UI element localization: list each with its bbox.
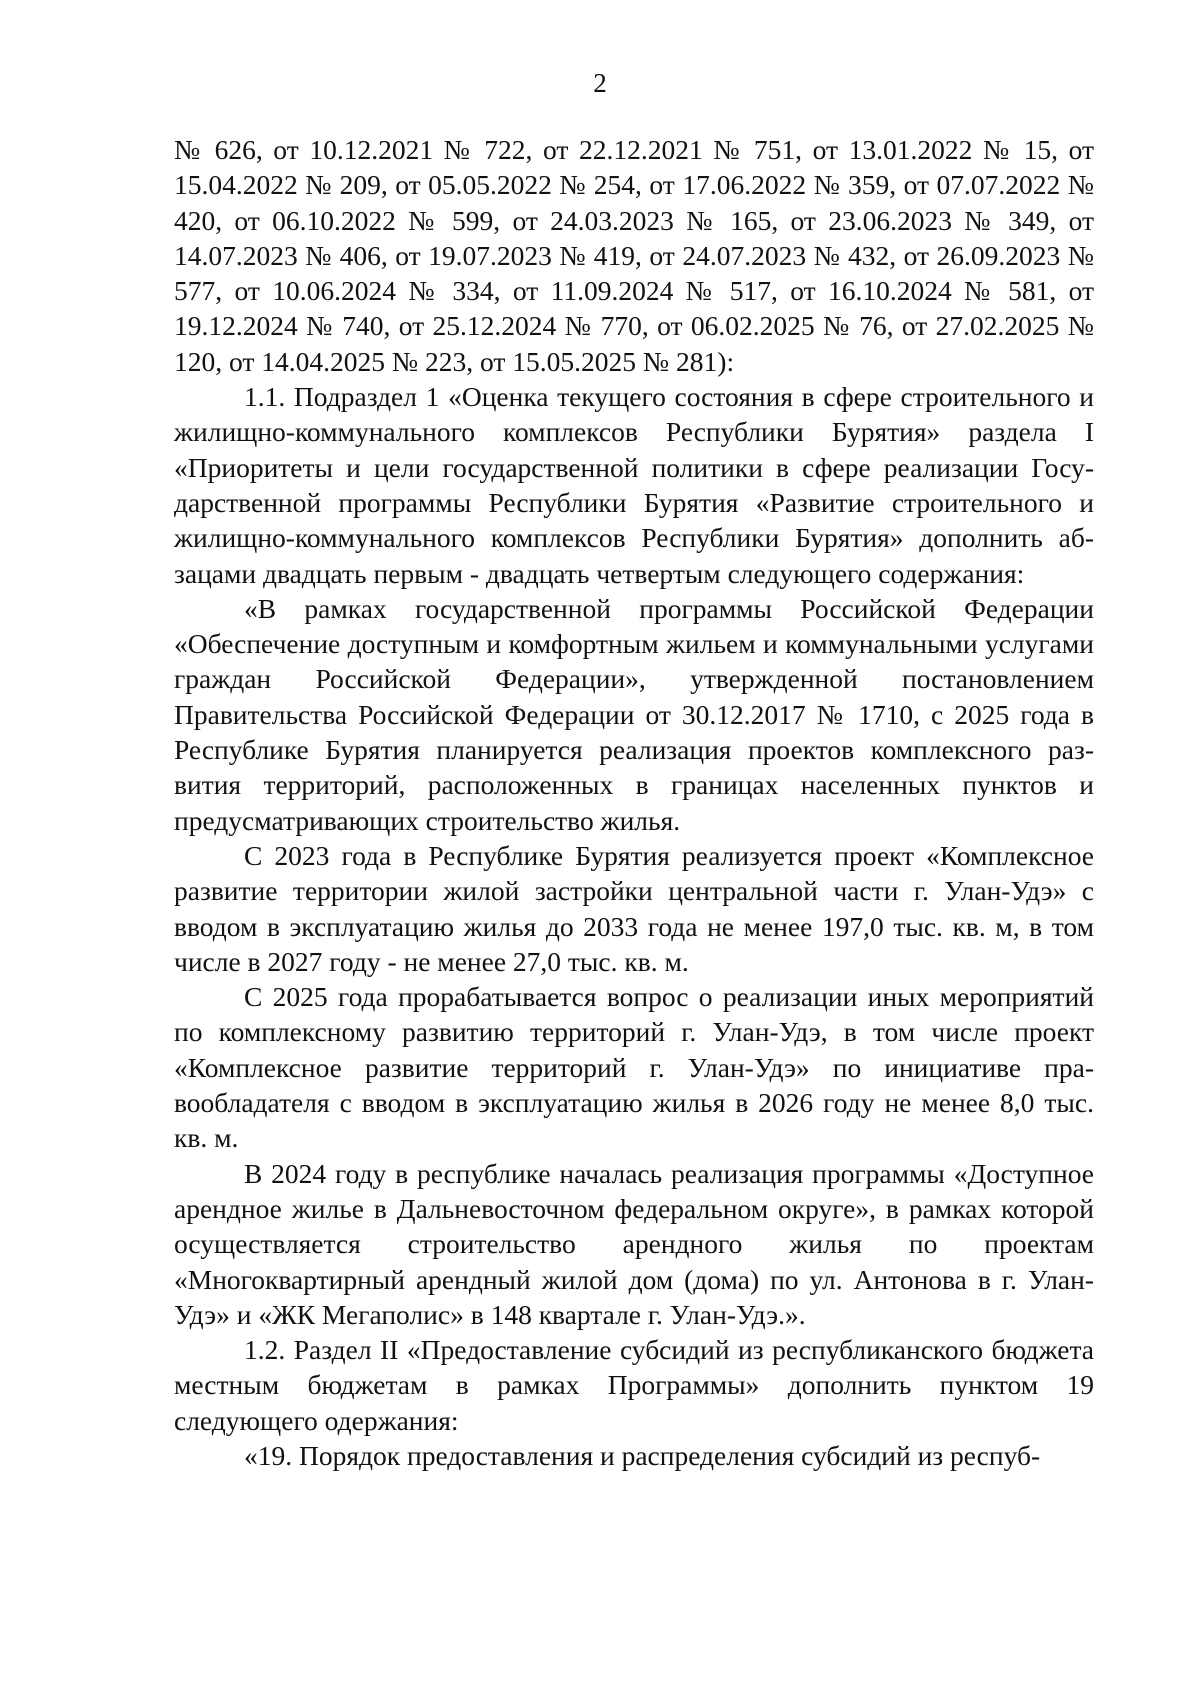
paragraph-item-1-1: 1.1. Подраздел 1 «Оценка текущего состояния в сфере строительного и жилищно-коммунального комплексов Республики Бурятия» раздела I «Приоритеты и цели государственной политики в сфере реализации Государственной программы Республики Бурятия «Развитие строительного и жилищно-коммунального комплексов Республики Бурятия» дополнить абзацами двадцать первым - двадцать четвертым следующего содержания: (174, 381, 1094, 589)
document-body (174, 132, 1094, 1473)
page-number: 2 (593, 68, 607, 98)
paragraph-2023-project: С 2023 года в Республике Бурятия реализуется проект «Комплексное развитие территории жилой застройки центральной части г. Улан-Удэ» с вводом в эксплуатацию жилья до 2033 года не менее 197,0 тыс. кв. м, в том числе в 2027 году - не менее 27,0 тыс. кв. м. (174, 839, 1094, 977)
paragraph-2024-rental-housing: В 2024 году в республике началась реализация программы «Доступное арендное жилье в Дальневосточном федеральном округе», в рамках которой осуществляется строительство арендного жилья по проектам «Многоквартирный арендный жилой дом (дома) по ул. Антонова в г. Улан-Удэ» и «ЖК Мегаполис» в 148 квартале г. Улан-Удэ.». (174, 1157, 1094, 1330)
paragraph-federal-program: «В рамках государственной программы Российской Федерации «Обеспечение доступным и комфортным жильем и коммунальными услугами граждан Российской Федерации», утвержденной постановлением Правительства Российской Федерации от 30.12.2017 № 1710, с 2025 года в Республике Бурятия планируется реализация проектов комплексного развития территорий, расположенных в границах населенных пунктов и предусматривающих строительство жилья. (174, 592, 1094, 836)
paragraph-amendments-list: № 626, от 10.12.2021 № 722, от 22.12.2021 № 751, от 13.01.2022 № 15, от 15.04.2022 № 209, от 05.05.2022 № 254, от 17.06.2022 № 359, от 07.07.2022 № 420, от 06.10.2022 № 599, от 24.03.2023 № 165, от 23.06.2023 № 349, от 14.07.2023 № 406, от 19.07.2023 № 419, от 24.07.2023 № 432, от 26.09.2023 № 577, от 10.06.2024 № 334, от 11.09.2024 № 517, от 16.10.2024 № 581, от 19.12.2024 № 740, от 25.12.2024 № 770, от 06.02.2025 № 76, от 27.02.2025 № 120, от 14.04.2025 № 223, от 15.05.2025 № 281): (174, 134, 1094, 377)
paragraph-item-1-2: 1.2. Раздел II «Предоставление субсидий из республиканского бюджета местным бюджетам в рамках Программы» дополнить пунктом 19 следующего одержания: (174, 1334, 1094, 1436)
paragraph-item-19: «19. Порядок предоставления и распределения субсидий из респуб- (244, 1439, 1041, 1471)
paragraph-2025-measures: С 2025 года прорабатывается вопрос о реализации иных мероприятий по комплексному развитию территорий г. Улан-Удэ, в том числе проект «Комплексное развитие территорий г. Улан-Удэ» по инициативе правообладателя с вводом в эксплуатацию жилья в 2026 году не менее 8,0 тыс. кв. м. (174, 981, 1094, 1154)
